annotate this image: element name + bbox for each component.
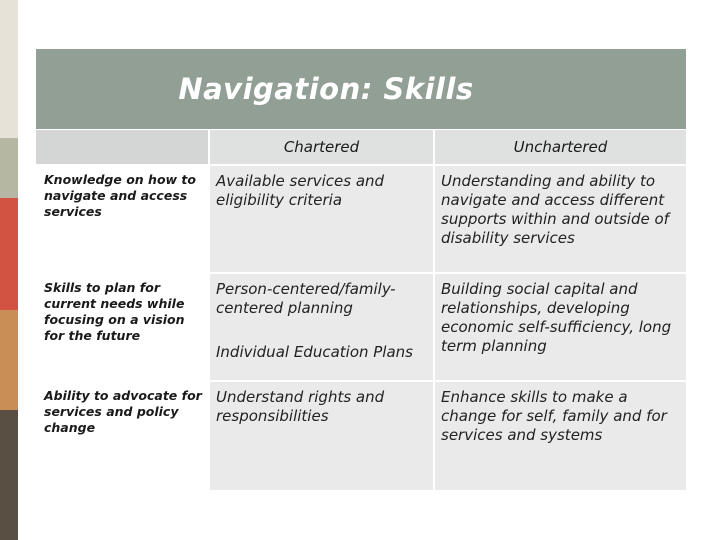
header-cell-unchartered: Unchartered: [433, 130, 686, 164]
table-row: [36, 166, 686, 274]
header-cell-chartered: Chartered: [208, 130, 433, 164]
skills-table: [36, 130, 686, 492]
accent-stripe-segment: [0, 0, 18, 138]
row-label: Knowledge on how to navigate and access services: [36, 166, 208, 272]
accent-stripe-segment: [0, 138, 18, 198]
accent-stripe-segment: [0, 198, 18, 310]
slide-title: Navigation: Skills: [178, 72, 474, 106]
table-header-row: [36, 130, 686, 166]
row-label: Ability to advocate for services and policy change: [36, 382, 208, 490]
table-row: [36, 382, 686, 492]
unchartered-cell: Building social capital and relationships, developing economic self-sufficiency, long term planning: [433, 274, 686, 380]
header-cell-empty: [36, 130, 208, 164]
unchartered-cell: Understanding and ability to navigate and access different supports within and outside of disability services: [433, 166, 686, 272]
row-label: Skills to plan for current needs while focusing on a vision for the future: [36, 274, 208, 380]
table-row: [36, 274, 686, 382]
chartered-text-secondary: Individual Education Plans: [216, 343, 413, 361]
accent-stripe-segment: [0, 310, 18, 410]
accent-stripe-segment: [0, 410, 18, 540]
chartered-text: Person-centered/family-centered planning: [216, 280, 396, 317]
chartered-cell: [208, 274, 433, 380]
chartered-cell: Understand rights and responsibilities: [208, 382, 433, 490]
unchartered-cell: Enhance skills to make a change for self, family and for services and systems: [433, 382, 686, 490]
chartered-cell: Available services and eligibility criteria: [208, 166, 433, 272]
title-banner: [36, 49, 686, 129]
